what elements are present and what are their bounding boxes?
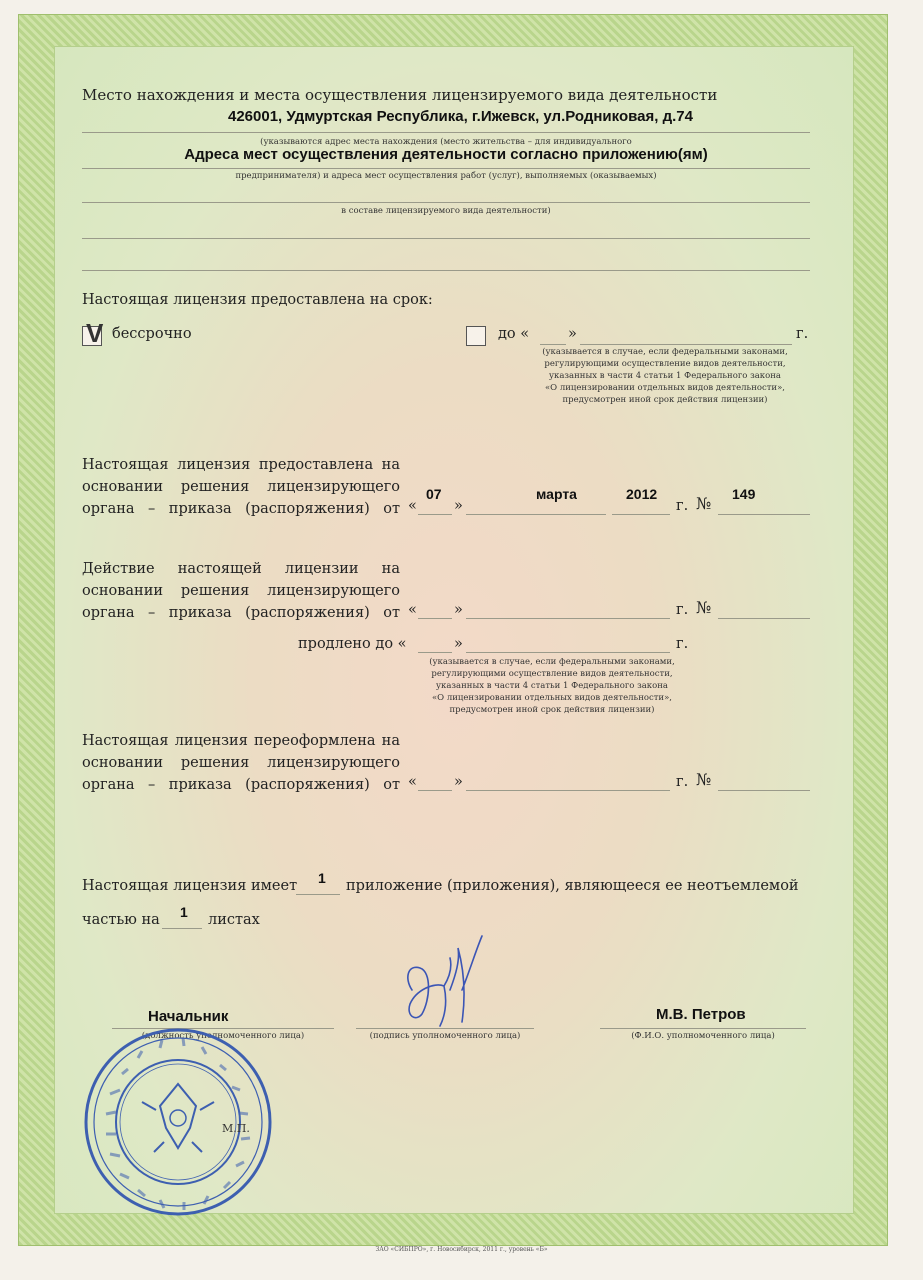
- signature-icon: [390, 930, 500, 1040]
- appendix-count: 1: [318, 870, 326, 886]
- extended-text: Действие настоящей лицензии на основании решения лицензирующего органа – приказа (распоряжения) от: [82, 561, 400, 621]
- reissued-year-suffix: г.: [676, 774, 689, 790]
- appendix-text-4: листах: [208, 912, 260, 928]
- granted-open-quote: «: [408, 498, 417, 514]
- official-stamp-icon: [80, 1024, 276, 1220]
- until-year-suffix: г.: [796, 326, 809, 342]
- address-value: 426001, Удмуртская Республика, г.Ижевск, ул.Родниковая, д.74: [228, 108, 693, 125]
- place-title: Место нахождения и места осуществления лицензируемого вида деятельности: [82, 86, 718, 104]
- appendix-sheets: 1: [180, 904, 188, 920]
- extended-hint: (указывается в случае, если федеральными законами, регулирующими осуществление видов деятельности, указанных в части 4 статьи 1 Федерального закона «О лицензировании отдельных видов деятельности», предусмотрен иной срок действия лицензии): [429, 657, 675, 715]
- appendix-text-1: Настоящая лицензия имеет: [82, 878, 298, 894]
- reissued-close-quote: »: [454, 774, 463, 790]
- check-mark-icon: V: [86, 318, 104, 348]
- extended-year-suffix: г.: [676, 602, 689, 618]
- granted-year-suffix: г.: [676, 498, 689, 514]
- mp-label: М.П.: [222, 1122, 250, 1135]
- address-hint-2: предпринимателя) и адреса мест осуществления работ (услуг), выполняемых (оказываемых): [235, 171, 657, 181]
- address-hint-1: (указываются адрес места нахождения (место жительства – для индивидуального: [260, 137, 632, 147]
- addresses-value: Адреса мест осуществления деятельности согласно приложению(ям): [184, 146, 708, 163]
- granted-number: 149: [732, 486, 756, 502]
- extended-close-quote: »: [454, 602, 463, 618]
- name-hint: (Ф.И.О. уполномоченного лица): [631, 1031, 775, 1041]
- granted-close-quote: »: [454, 498, 463, 514]
- position-hint: (должность уполномоченного лица): [141, 1031, 305, 1041]
- printer-footer: ЗАО «СИБПРО», г. Новосибирск, 2011 г., уровень «Б»: [375, 1246, 548, 1253]
- extended-to-year-suffix: г.: [676, 636, 689, 652]
- appendix-text-3: частью на: [82, 912, 160, 928]
- reissued-text: Настоящая лицензия переоформлена на основании решения лицензирующего органа – приказа (распоряжения) от: [82, 733, 400, 793]
- granted-text: Настоящая лицензия предоставлена на основании решения лицензирующего органа – приказа (распоряжения) от: [82, 457, 400, 517]
- extended-to-close-quote: »: [454, 636, 463, 652]
- appendix-text-2: приложение (приложения), являющееся ее неотъемлемой: [346, 878, 799, 894]
- reissued-number-label: №: [696, 770, 712, 789]
- granted-day: 07: [426, 486, 442, 502]
- until-prefix: до «: [498, 326, 530, 342]
- granted-year: 2012: [626, 486, 658, 502]
- until-checkbox: [466, 326, 486, 346]
- granted-number-label: №: [696, 494, 712, 513]
- signer-name: М.В. Петров: [656, 1006, 746, 1023]
- reissued-open-quote: «: [408, 774, 417, 790]
- granted-month: марта: [536, 486, 577, 502]
- unlimited-label: бессрочно: [112, 326, 192, 342]
- term-title: Настоящая лицензия предоставлена на срок:: [82, 292, 433, 308]
- extended-open-quote: «: [408, 602, 417, 618]
- term-hint: (указывается в случае, если федеральными законами, регулирующими осуществление видов деятельности, указанных в части 4 статьи 1 Федерального закона «О лицензировании отдельных видов деятельности», предусмотрен иной срок действия лицензии): [542, 347, 788, 405]
- sign-hint: (подпись уполномоченного лица): [369, 1031, 521, 1041]
- until-close-quote: »: [568, 326, 577, 342]
- extended-to-label: продлено до «: [298, 636, 407, 652]
- signer-position: Начальник: [148, 1008, 229, 1025]
- extended-number-label: №: [696, 598, 712, 617]
- address-hint-3: в составе лицензируемого вида деятельности): [341, 206, 551, 216]
